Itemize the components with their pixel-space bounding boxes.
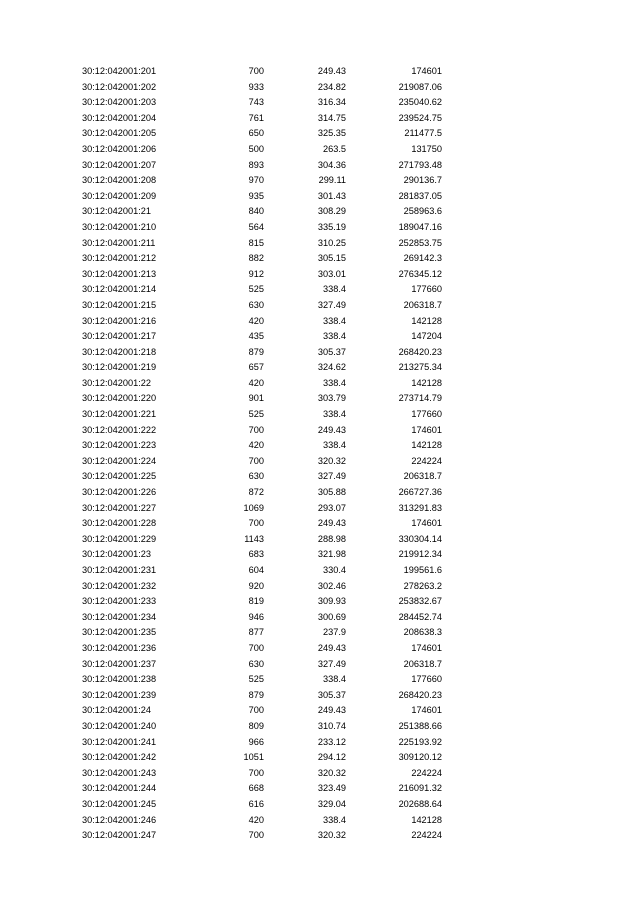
quantity-cell: 650: [248, 128, 264, 139]
quantity-cell: 564: [248, 221, 264, 232]
quantity-cell: 901: [248, 393, 264, 404]
table-row: [82, 158, 442, 174]
total-value-cell: 174601: [411, 518, 442, 529]
unit-value-cell: 305.37: [317, 689, 346, 700]
quantity-cell: 879: [248, 346, 264, 357]
table-row: [82, 469, 442, 485]
cadastral-number-cell: 30:12:042001:214: [82, 284, 157, 295]
quantity-cell: 912: [248, 268, 264, 279]
cadastral-number-cell: 30:12:042001:216: [82, 315, 157, 326]
unit-value-cell: 325.35: [317, 128, 346, 139]
quantity-cell: 700: [248, 642, 264, 653]
table-row: [82, 329, 442, 345]
table-row: [82, 563, 442, 579]
quantity-cell: 882: [248, 253, 264, 264]
table-row: [82, 64, 442, 80]
table-row: [82, 579, 442, 595]
unit-value-cell: 304.36: [317, 159, 346, 170]
total-value-cell: 224224: [411, 830, 442, 841]
quantity-cell: 700: [248, 455, 264, 466]
total-value-cell: 276345.12: [398, 268, 442, 279]
table-row: [82, 204, 442, 220]
table-row: [82, 95, 442, 111]
total-value-cell: 142128: [411, 377, 442, 388]
unit-value-cell: 324.62: [317, 362, 346, 373]
quantity-cell: 616: [248, 798, 264, 809]
cadastral-number-cell: 30:12:042001:245: [82, 798, 157, 809]
table-row: [82, 703, 442, 719]
total-value-cell: 330304.14: [398, 533, 442, 544]
unit-value-cell: 323.49: [317, 783, 346, 794]
table-row: [82, 454, 442, 470]
table-row: [82, 532, 442, 548]
total-value-cell: 225193.92: [398, 736, 442, 747]
unit-value-cell: 293.07: [317, 502, 346, 513]
quantity-cell: 815: [248, 237, 264, 248]
total-value-cell: 309120.12: [398, 752, 442, 763]
total-value-cell: 224224: [411, 767, 442, 778]
spreadsheet-page: [0, 64, 640, 844]
unit-value-cell: 320.32: [317, 830, 346, 841]
cadastral-number-cell: 30:12:042001:223: [82, 440, 157, 451]
cadastral-number-cell: 30:12:042001:213: [82, 268, 157, 279]
total-value-cell: 174601: [411, 642, 442, 653]
cadastral-number-cell: 30:12:042001:240: [82, 720, 157, 731]
unit-value-cell: 327.49: [317, 299, 346, 310]
unit-value-cell: 338.4: [323, 315, 346, 326]
total-value-cell: 177660: [411, 409, 442, 420]
table-row: [82, 813, 442, 829]
cadastral-number-cell: 30:12:042001:231: [82, 565, 157, 575]
quantity-cell: 630: [248, 299, 264, 310]
quantity-cell: 819: [248, 596, 264, 607]
cadastral-number-cell: 30:12:042001:235: [82, 627, 157, 638]
unit-value-cell: 329.04: [317, 798, 346, 809]
table-row: [82, 267, 442, 283]
total-value-cell: 224224: [411, 455, 442, 466]
total-value-cell: 174601: [411, 424, 442, 435]
table-row: [82, 173, 442, 189]
total-value-cell: 142128: [411, 315, 442, 326]
quantity-cell: 604: [248, 565, 264, 575]
table-row: [82, 438, 442, 454]
quantity-cell: 525: [248, 284, 264, 295]
cadastral-number-cell: 30:12:042001:206: [82, 143, 157, 154]
total-value-cell: 252853.75: [398, 237, 442, 248]
unit-value-cell: 233.12: [317, 736, 346, 747]
table-row: [82, 485, 442, 501]
unit-value-cell: 320.32: [317, 767, 346, 778]
cadastral-number-cell: 30:12:042001:215: [82, 299, 157, 310]
total-value-cell: 206318.7: [403, 471, 442, 482]
quantity-cell: 743: [248, 97, 264, 108]
cadastral-number-cell: 30:12:042001:209: [82, 190, 157, 201]
cadastral-number-cell: 30:12:042001:242: [82, 752, 157, 763]
unit-value-cell: 249.43: [317, 642, 346, 653]
cadastral-number-cell: 30:12:042001:246: [82, 814, 157, 825]
total-value-cell: 258963.6: [403, 206, 442, 217]
total-value-cell: 251388.66: [398, 720, 442, 731]
quantity-cell: 700: [248, 424, 264, 435]
unit-value-cell: 303.01: [317, 268, 346, 279]
cadastral-number-cell: 30:12:042001:204: [82, 112, 157, 123]
total-value-cell: 268420.23: [398, 346, 442, 357]
quantity-cell: 500: [248, 143, 264, 154]
cadastral-number-cell: 30:12:042001:221: [82, 409, 157, 420]
quantity-cell: 1051: [243, 752, 264, 763]
cadastral-number-cell: 30:12:042001:202: [82, 81, 157, 92]
quantity-cell: 879: [248, 689, 264, 700]
total-value-cell: 271793.48: [398, 159, 442, 170]
cadastral-number-cell: 30:12:042001:217: [82, 331, 157, 342]
table-row: [82, 80, 442, 96]
quantity-cell: 877: [248, 627, 264, 638]
cadastral-number-cell: 30:12:042001:201: [82, 66, 157, 76]
cadastral-number-cell: 30:12:042001:212: [82, 253, 157, 264]
quantity-cell: 1143: [244, 533, 264, 544]
cadastral-number-cell: 30:12:042001:243: [82, 767, 157, 778]
unit-value-cell: 305.37: [317, 346, 346, 357]
table-row: [82, 360, 442, 376]
table-row: [82, 688, 442, 704]
quantity-cell: 920: [248, 580, 264, 591]
quantity-cell: 420: [248, 814, 264, 825]
total-value-cell: 142128: [411, 814, 442, 825]
cadastral-number-cell: 30:12:042001:219: [82, 362, 157, 373]
total-value-cell: 174601: [411, 705, 442, 716]
table-row: [82, 126, 442, 142]
table-row: [82, 220, 442, 236]
cadastral-number-cell: 30:12:042001:236: [82, 642, 157, 653]
cadastral-number-cell: 30:12:042001:203: [82, 97, 157, 108]
quantity-cell: 420: [248, 377, 264, 388]
cadastral-number-cell: 30:12:042001:234: [82, 611, 157, 622]
total-value-cell: 269142.3: [403, 253, 442, 264]
unit-value-cell: 234.82: [317, 81, 346, 92]
cadastral-number-cell: 30:12:042001:222: [82, 424, 157, 435]
unit-value-cell: 305.15: [317, 253, 346, 264]
unit-value-cell: 338.4: [323, 674, 346, 685]
table-row: [82, 766, 442, 782]
total-value-cell: 290136.7: [403, 175, 442, 186]
table-row: [82, 735, 442, 751]
unit-value-cell: 327.49: [317, 658, 346, 669]
quantity-cell: 420: [248, 440, 264, 451]
total-value-cell: 206318.7: [403, 299, 442, 310]
unit-value-cell: 327.49: [317, 471, 346, 482]
table-row: [82, 282, 442, 298]
quantity-cell: 935: [248, 190, 264, 201]
unit-value-cell: 308.29: [317, 206, 346, 217]
cadastral-number-cell: 30:12:042001:211: [82, 237, 156, 248]
total-value-cell: 189047.16: [398, 221, 442, 232]
quantity-cell: 435: [248, 331, 264, 342]
table-row: [82, 189, 442, 205]
unit-value-cell: 310.74: [317, 720, 346, 731]
table-row: [82, 516, 442, 532]
cadastral-number-cell: 30:12:042001:232: [82, 580, 157, 591]
table-row: [82, 594, 442, 610]
table-row: [82, 251, 442, 267]
quantity-cell: 970: [248, 175, 264, 186]
quantity-cell: 657: [248, 362, 264, 373]
total-value-cell: 147204: [411, 331, 442, 342]
unit-value-cell: 301.43: [317, 190, 346, 201]
unit-value-cell: 316.34: [317, 97, 346, 108]
total-value-cell: 278263.2: [403, 580, 442, 591]
table-row: [82, 610, 442, 626]
table-row: [82, 657, 442, 673]
total-value-cell: 208638.3: [403, 627, 442, 638]
quantity-cell: 420: [248, 315, 264, 326]
unit-value-cell: 310.25: [317, 237, 346, 248]
table-row: [82, 142, 442, 158]
total-value-cell: 239524.75: [398, 112, 442, 123]
quantity-cell: 700: [248, 767, 264, 778]
total-value-cell: 284452.74: [398, 611, 442, 622]
table-row: [82, 376, 442, 392]
quantity-cell: 668: [248, 783, 264, 794]
unit-value-cell: 303.79: [317, 393, 346, 404]
cadastral-number-cell: 30:12:042001:229: [82, 533, 157, 544]
unit-value-cell: 288.98: [317, 533, 346, 544]
unit-value-cell: 237.9: [323, 627, 346, 638]
unit-value-cell: 249.43: [317, 424, 346, 435]
cadastral-number-cell: 30:12:042001:225: [82, 471, 157, 482]
unit-value-cell: 249.43: [317, 705, 346, 716]
cadastral-number-cell: 30:12:042001:237: [82, 658, 157, 669]
unit-value-cell: 338.4: [323, 331, 346, 342]
total-value-cell: 177660: [411, 674, 442, 685]
total-value-cell: 142128: [411, 440, 442, 451]
table-row: [82, 236, 442, 252]
quantity-cell: 966: [248, 736, 264, 747]
cadastral-number-cell: 30:12:042001:244: [82, 783, 157, 794]
unit-value-cell: 300.69: [317, 611, 346, 622]
cadastral-number-cell: 30:12:042001:208: [82, 175, 157, 186]
total-value-cell: 211477.5: [404, 128, 442, 139]
total-value-cell: 281837.05: [398, 190, 442, 201]
unit-value-cell: 302.46: [317, 580, 346, 591]
cadastral-number-cell: 30:12:042001:233: [82, 596, 157, 607]
quantity-cell: 525: [248, 674, 264, 685]
cadastral-number-cell: 30:12:042001:241: [82, 736, 157, 747]
total-value-cell: 202688.64: [398, 798, 442, 809]
unit-value-cell: 309.93: [317, 596, 346, 607]
table-row: [82, 625, 442, 641]
table-row: [82, 501, 442, 517]
total-value-cell: 253832.67: [398, 596, 442, 607]
cadastral-number-cell: 30:12:042001:247: [82, 830, 157, 841]
quantity-cell: 1069: [243, 502, 264, 513]
unit-value-cell: 338.4: [323, 814, 346, 825]
quantity-cell: 893: [248, 159, 264, 170]
cadastral-number-cell: 30:12:042001:24: [82, 705, 151, 716]
table-row: [82, 672, 442, 688]
data-table: [82, 64, 442, 844]
table-row: [82, 547, 442, 563]
table-row: [82, 314, 442, 330]
cadastral-number-cell: 30:12:042001:210: [82, 221, 157, 232]
cadastral-number-cell: 30:12:042001:220: [82, 393, 157, 404]
total-value-cell: 213275.34: [398, 362, 442, 373]
table-row: [82, 407, 442, 423]
unit-value-cell: 294.12: [317, 752, 346, 763]
table-row: [82, 719, 442, 735]
cadastral-number-cell: 30:12:042001:207: [82, 159, 157, 170]
quantity-cell: 761: [248, 112, 264, 123]
table-row: [82, 298, 442, 314]
total-value-cell: 266727.36: [398, 487, 442, 498]
quantity-cell: 683: [248, 549, 264, 560]
total-value-cell: 219912.34: [398, 549, 442, 560]
total-value-cell: 199561.6: [403, 565, 442, 575]
cadastral-number-cell: 30:12:042001:239: [82, 689, 157, 700]
cadastral-number-cell: 30:12:042001:205: [82, 128, 157, 139]
unit-value-cell: 249.43: [317, 518, 346, 529]
table-row: [82, 345, 442, 361]
total-value-cell: 216091.32: [398, 783, 442, 794]
total-value-cell: 313291.83: [398, 502, 442, 513]
unit-value-cell: 330.4: [323, 565, 346, 575]
quantity-cell: 700: [248, 705, 264, 716]
quantity-cell: 933: [248, 81, 264, 92]
unit-value-cell: 305.88: [317, 487, 346, 498]
cadastral-number-cell: 30:12:042001:218: [82, 346, 157, 357]
table-row: [82, 828, 442, 844]
unit-value-cell: 338.4: [323, 377, 346, 388]
cadastral-number-cell: 30:12:042001:23: [82, 549, 151, 560]
total-value-cell: 174601: [411, 66, 442, 76]
quantity-cell: 525: [248, 409, 264, 420]
total-value-cell: 268420.23: [398, 689, 442, 700]
cadastral-number-cell: 30:12:042001:238: [82, 674, 157, 685]
cadastral-number-cell: 30:12:042001:226: [82, 487, 157, 498]
unit-value-cell: 338.4: [323, 440, 346, 451]
quantity-cell: 872: [248, 487, 264, 498]
cadastral-number-cell: 30:12:042001:228: [82, 518, 157, 529]
cadastral-number-cell: 30:12:042001:227: [82, 502, 157, 513]
table-row: [82, 391, 442, 407]
total-value-cell: 206318.7: [403, 658, 442, 669]
unit-value-cell: 338.4: [323, 284, 346, 295]
table-row: [82, 797, 442, 813]
quantity-cell: 700: [248, 518, 264, 529]
table-row: [82, 423, 442, 439]
total-value-cell: 219087.06: [398, 81, 442, 92]
unit-value-cell: 249.43: [317, 66, 346, 76]
table-body: [82, 64, 442, 844]
quantity-cell: 840: [248, 206, 264, 217]
table-row: [82, 111, 442, 127]
quantity-cell: 630: [248, 471, 264, 482]
total-value-cell: 273714.79: [398, 393, 442, 404]
quantity-cell: 946: [248, 611, 264, 622]
unit-value-cell: 299.11: [318, 175, 346, 186]
quantity-cell: 700: [248, 830, 264, 841]
table-row: [82, 750, 442, 766]
total-value-cell: 235040.62: [398, 97, 442, 108]
quantity-cell: 809: [248, 720, 264, 731]
total-value-cell: 131750: [411, 143, 442, 154]
unit-value-cell: 263.5: [323, 143, 346, 154]
table-row: [82, 641, 442, 657]
unit-value-cell: 335.19: [317, 221, 346, 232]
table-row: [82, 781, 442, 797]
cadastral-number-cell: 30:12:042001:22: [82, 377, 151, 388]
quantity-cell: 630: [248, 658, 264, 669]
unit-value-cell: 338.4: [323, 409, 346, 420]
quantity-cell: 700: [248, 66, 264, 76]
unit-value-cell: 314.75: [317, 112, 346, 123]
unit-value-cell: 321.98: [317, 549, 346, 560]
cadastral-number-cell: 30:12:042001:224: [82, 455, 157, 466]
unit-value-cell: 320.32: [317, 455, 346, 466]
total-value-cell: 177660: [411, 284, 442, 295]
cadastral-number-cell: 30:12:042001:21: [82, 206, 151, 217]
